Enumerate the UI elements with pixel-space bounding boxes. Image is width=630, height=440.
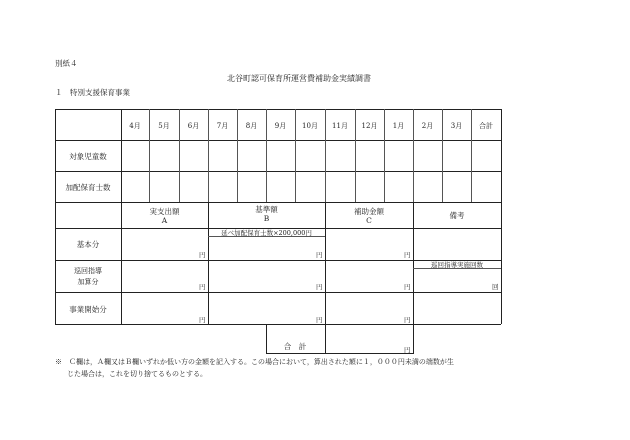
annex-label: 別紙４ xyxy=(55,59,78,68)
month-header-12: 3月 xyxy=(450,122,463,130)
month-header-11: 2月 xyxy=(421,122,434,130)
month-header-9: 12月 xyxy=(361,122,378,130)
yen-unit-c-1: 円 xyxy=(404,251,411,259)
row-label-children: 対象児童数 xyxy=(69,152,107,161)
month-header-7: 10月 xyxy=(302,122,318,130)
yen-unit-a-2: 円 xyxy=(199,283,206,291)
col-a-letter: A xyxy=(161,216,168,225)
month-header-4: 7月 xyxy=(216,122,229,130)
basis-note: 延べ加配保育士数×200,000円 xyxy=(221,229,312,237)
col-c-label: 補助金額 xyxy=(354,207,384,216)
month-header-13: 合計 xyxy=(479,122,493,130)
row-rule xyxy=(55,324,501,325)
row-label-staff: 加配保育士数 xyxy=(65,183,111,192)
row-rule xyxy=(55,292,501,293)
col-b-label: 基準額 xyxy=(255,205,278,214)
col-rule xyxy=(413,324,414,354)
month-header-5: 8月 xyxy=(245,122,258,130)
row-label-basic: 基本分 xyxy=(76,240,100,249)
yen-unit-b-3: 円 xyxy=(316,316,323,324)
row-label-startup: 事業開始分 xyxy=(69,305,107,314)
yen-unit-c-3: 円 xyxy=(404,316,411,324)
document-title: 北谷町認可保育所運営費補助金実績調書 xyxy=(227,74,371,83)
month-header-1: 4月 xyxy=(129,122,141,130)
col-rule xyxy=(325,324,326,354)
yen-unit-c-2: 円 xyxy=(404,283,411,291)
row-rule xyxy=(266,353,413,354)
month-header-3: 6月 xyxy=(187,122,200,130)
footnote-line-2: じた場合は，これを切り捨てるものとする。 xyxy=(67,370,207,378)
col-d-label: 備考 xyxy=(449,211,465,220)
month-header-8: 11月 xyxy=(332,122,348,130)
yen-unit-total: 円 xyxy=(404,346,411,354)
col-rule xyxy=(501,109,502,202)
total-label: 合 計 xyxy=(283,342,307,351)
yen-unit-a-3: 円 xyxy=(199,316,206,324)
row-label-patrol-1: 巡回指導 xyxy=(74,267,102,275)
footnote-line-1: ※ Ｃ欄は，Ａ欄又はＢ欄いずれか低い方の金額を記入する。この場合において，算出された額に１，０００円未満の端数が生 xyxy=(55,358,454,366)
count-unit: 回 xyxy=(492,283,499,291)
yen-unit-b-1: 円 xyxy=(316,251,323,259)
row-label-patrol-2: 加算分 xyxy=(77,278,99,286)
col-a-label: 実支出額 xyxy=(149,207,180,216)
month-header-6: 9月 xyxy=(274,122,287,130)
patrol-count-label: 巡回指導実施回数 xyxy=(431,261,483,269)
section-heading: １ 特別支援保育事業 xyxy=(55,88,130,97)
col-c-letter: C xyxy=(366,216,372,225)
month-header-2: 5月 xyxy=(158,122,170,130)
col-b-letter: B xyxy=(263,214,270,223)
month-header-10: 1月 xyxy=(392,122,405,130)
col-rule xyxy=(501,202,502,324)
yen-unit-a-1: 円 xyxy=(199,251,206,259)
yen-unit-b-2: 円 xyxy=(316,283,323,291)
